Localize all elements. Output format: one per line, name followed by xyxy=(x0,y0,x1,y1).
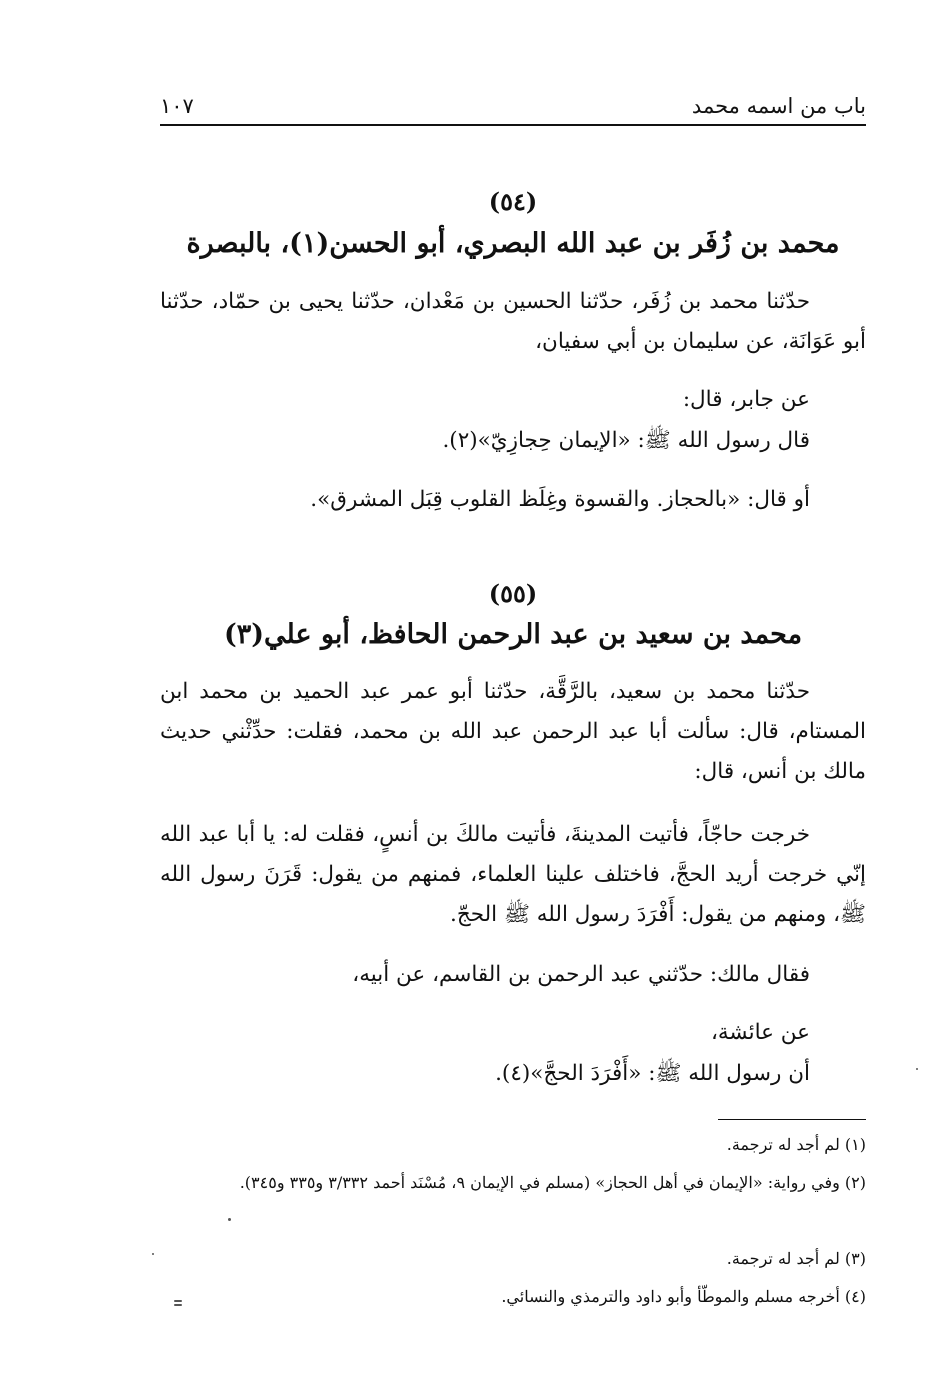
footnote-4: (٤) أخرجه مسلم والموطّأ وأبو داود والترمذي والنسائي. xyxy=(501,1287,866,1306)
hadith-54-line-3: أو قال: «بالحجاز. والقسوة وغِلَظ القلوب قِبَل المشرق». xyxy=(310,487,810,512)
entry-number-54: (٥٤) xyxy=(488,187,538,216)
footnote-1: (١) لم أجد له ترجمة. xyxy=(726,1135,866,1154)
story-55: خرجت حاجّاً، فأتيت المدينةَ، فأتيت مالكَ بن أنسٍ، فقلت له: يا أبا عبد الله إنّي خرجت أريد الحجَّ، فاختلف علينا العلماء، فمنهم من يقول: قَرَنَ رسول الله ﷺ، ومنهم من يقول: أَفْرَدَ رسول الله ﷺ الحجّ. xyxy=(160,822,866,927)
hadith-55-line-2: عن عائشة، xyxy=(710,1020,810,1045)
book-page xyxy=(160,82,866,1312)
footnote-rule xyxy=(718,1119,866,1120)
page-header xyxy=(160,94,866,124)
entry-title-54: محمد بن زُفَر بن عبد الله البصري، أبو الحسن(١)، بالبصرة xyxy=(186,228,840,259)
isnad-54: حدّثنا محمد بن زُفَر، حدّثنا الحسين بن مَعْدان، حدّثنا يحيى بن حمّاد، حدّثنا أبو عَوَانَة، عن سليمان بن أبي سفيان، xyxy=(160,289,866,354)
hadith-54-line-2: قال رسول الله ﷺ: «الإيمان حِجازِيّ»(٢). xyxy=(442,428,810,453)
hadith-55-line-3: أن رسول الله ﷺ: «أَفْرَدَ الحجَّ»(٤). xyxy=(495,1061,810,1086)
page-number: ١٠٧ xyxy=(160,94,194,118)
scan-speck xyxy=(228,1218,231,1221)
footnote-2: (٢) وفي رواية: «الإيمان في أهل الحجاز» (مسلم في الإيمان ٩، مُسْنَد أحمد ٣/٣٣٢ و٣٣٥ و٣٤٥). xyxy=(239,1173,866,1192)
hadith-54-line-1: عن جابر، قال: xyxy=(682,387,810,412)
entry-title-55: محمد بن سعيد بن عبد الرحمن الحافظ، أبو علي(٣) xyxy=(223,619,803,650)
hadith-55-line-1: فقال مالك: حدّثني عبد الرحمن بن القاسم، عن أبيه، xyxy=(352,962,810,987)
header-rule xyxy=(160,124,866,126)
scan-speck xyxy=(174,1304,182,1306)
running-title: باب من اسمه محمد xyxy=(691,94,866,118)
scan-speck xyxy=(916,1068,918,1070)
entry-number-55: (٥٥) xyxy=(488,579,538,608)
scan-speck xyxy=(174,1300,182,1302)
isnad-55: حدّثنا محمد بن سعيد، بالرَّقَّة، حدّثنا أبو عمر عبد الحميد بن محمد ابن المستام، قال: سألت أبا عبد الرحمن عبد الله بن محمد، فقلت: حدِّثْني حديث مالك بن أنس، قال: xyxy=(160,679,866,784)
footnote-3: (٣) لم أجد له ترجمة. xyxy=(726,1249,866,1268)
scan-speck xyxy=(152,1253,154,1255)
